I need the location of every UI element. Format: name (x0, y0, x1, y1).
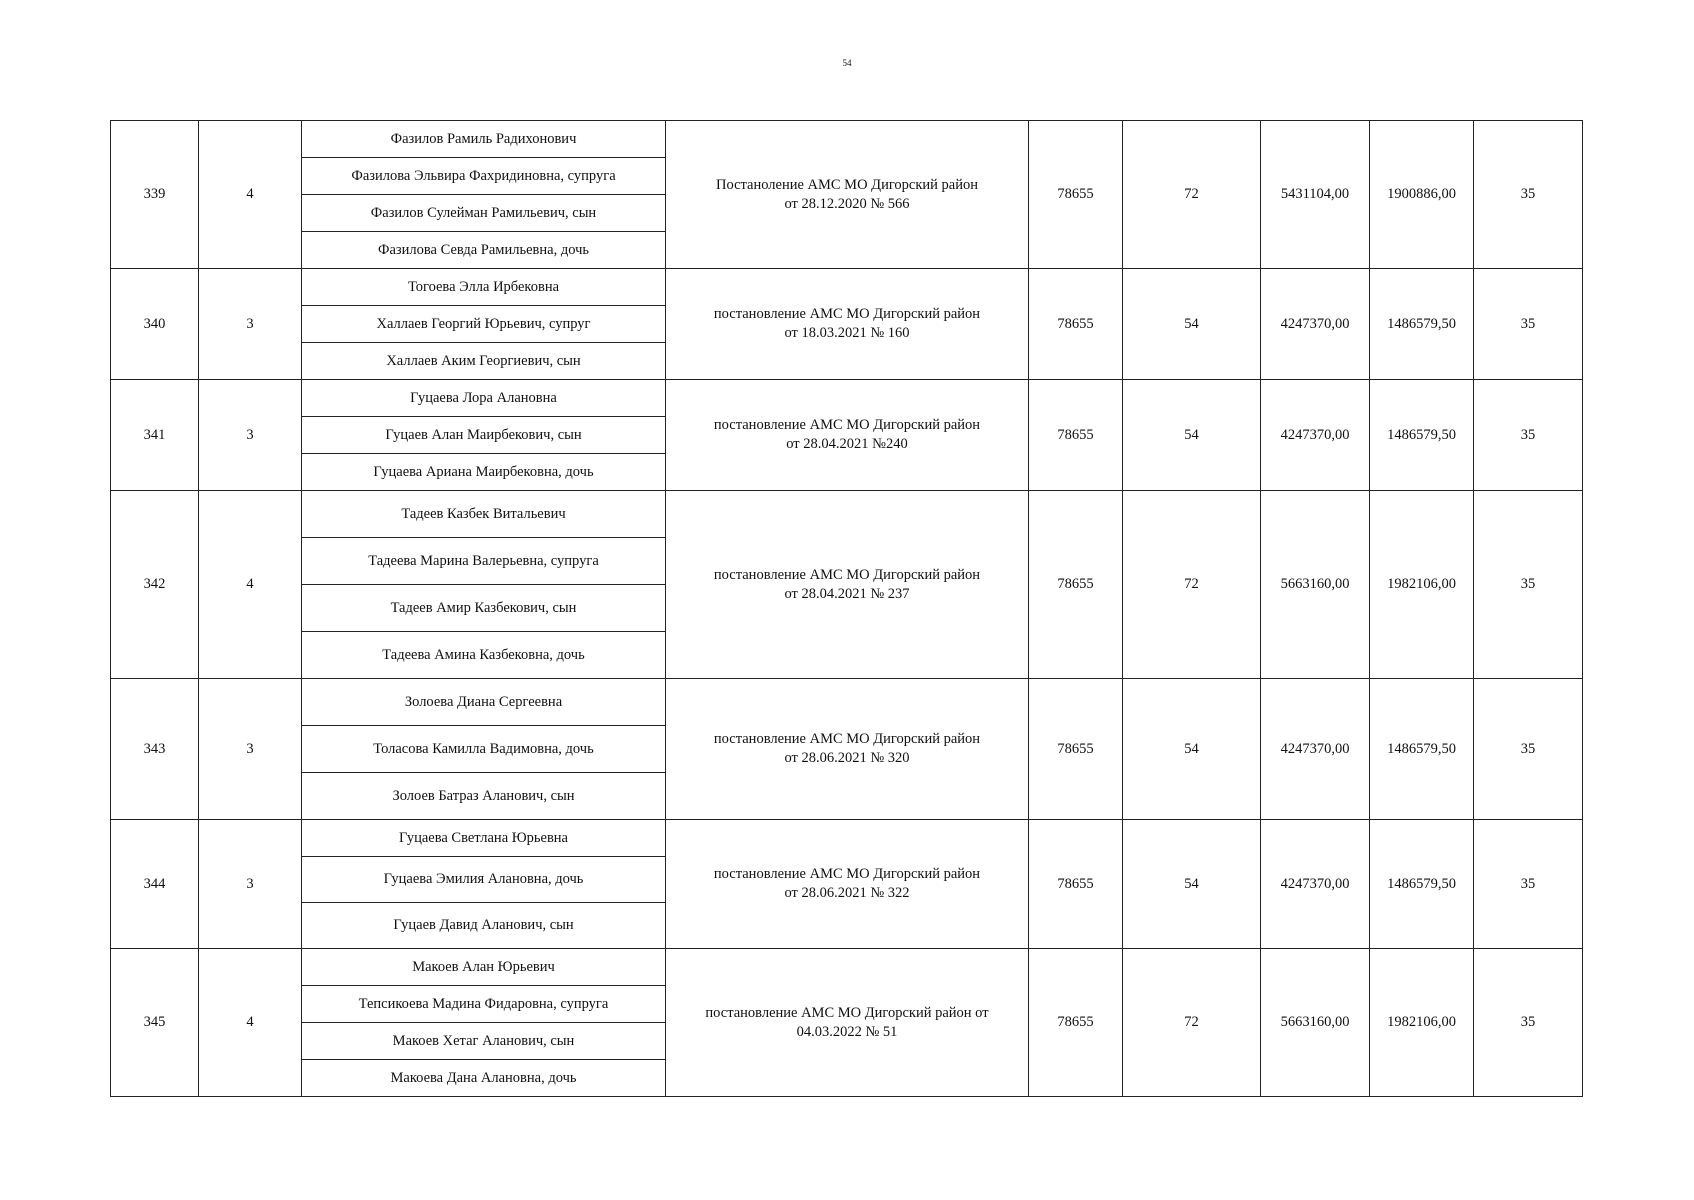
value-c1: 78655 (1029, 679, 1123, 820)
value-c2: 72 (1123, 491, 1261, 679)
family-member: Халлаев Георгий Юрьевич, супруг (302, 306, 666, 343)
value-c1: 78655 (1029, 269, 1123, 380)
record-number: 339 (111, 121, 199, 269)
decree-line: постановление АМС МО Дигорский район от (705, 1004, 989, 1021)
decree-date-number: от 28.06.2021 № 322 (784, 885, 910, 901)
family-member: Халлаев Аким Георгиевич, сын (302, 343, 666, 380)
family-member: Фазилов Рамиль Радихонович (302, 121, 666, 158)
family-member: Гуцаев Алан Маирбекович, сын (302, 417, 666, 454)
decree-reference (666, 269, 1029, 380)
value-c4: 1486579,50 (1370, 269, 1474, 380)
value-c4: 1486579,50 (1370, 380, 1474, 491)
value-c5: 35 (1474, 121, 1583, 269)
table-row (111, 380, 1583, 417)
page-number: 54 (842, 58, 852, 68)
decree-date-number: 04.03.2022 № 51 (796, 1023, 898, 1040)
value-c1: 78655 (1029, 380, 1123, 491)
family-size: 3 (199, 679, 302, 820)
decree-reference (666, 949, 1029, 1097)
value-c3: 5663160,00 (1261, 491, 1370, 679)
decree-reference (666, 820, 1029, 949)
value-c2: 54 (1123, 269, 1261, 380)
record-number: 345 (111, 949, 199, 1097)
decree-reference (666, 121, 1029, 269)
decree-reference (666, 380, 1029, 491)
decree-date-number: от 28.06.2021 № 320 (784, 750, 910, 766)
decree-line: постановление АМС МО Дигорский район (713, 731, 981, 748)
family-member: Тадеев Амир Казбекович, сын (302, 585, 666, 632)
family-size: 4 (199, 491, 302, 679)
table-row (111, 269, 1583, 306)
value-c5: 35 (1474, 491, 1583, 679)
family-member: Золоева Диана Сергеевна (302, 679, 666, 726)
value-c4: 1486579,50 (1370, 679, 1474, 820)
registry-table (110, 120, 1583, 1097)
family-size: 3 (199, 269, 302, 380)
value-c5: 35 (1474, 380, 1583, 491)
value-c5: 35 (1474, 949, 1583, 1097)
family-member: Тадеева Амина Казбековна, дочь (302, 632, 666, 679)
family-member: Толасова Камилла Вадимовна, дочь (302, 726, 666, 773)
value-c2: 72 (1123, 121, 1261, 269)
decree-line: постановление АМС МО Дигорский район (713, 866, 981, 883)
value-c3: 5431104,00 (1261, 121, 1370, 269)
family-member: Гуцаева Эмилия Алановна, дочь (302, 857, 666, 903)
value-c2: 72 (1123, 949, 1261, 1097)
value-c4: 1900886,00 (1370, 121, 1474, 269)
table-row (111, 121, 1583, 158)
value-c3: 4247370,00 (1261, 820, 1370, 949)
decree-reference (666, 679, 1029, 820)
family-size: 4 (199, 949, 302, 1097)
value-c5: 35 (1474, 269, 1583, 380)
decree-date-number: от 28.04.2021 № 237 (784, 585, 910, 602)
value-c1: 78655 (1029, 949, 1123, 1097)
decree-line: постановление АМС МО Дигорский район (713, 417, 981, 434)
family-size: 3 (199, 820, 302, 949)
value-c1: 78655 (1029, 121, 1123, 269)
value-c4: 1982106,00 (1370, 949, 1474, 1097)
table-row (111, 491, 1583, 538)
family-member: Фазилов Сулейман Рамильевич, сын (302, 195, 666, 232)
family-member: Гуцаев Давид Аланович, сын (302, 903, 666, 949)
family-member: Тепсикоева Мадина Фидаровна, супруга (302, 986, 666, 1023)
family-member: Макоев Хетаг Аланович, сын (302, 1023, 666, 1060)
family-member: Тадеев Казбек Витальевич (302, 491, 666, 538)
family-size: 3 (199, 380, 302, 491)
family-member: Тогоева Элла Ирбековна (302, 269, 666, 306)
value-c3: 4247370,00 (1261, 269, 1370, 380)
record-number: 340 (111, 269, 199, 380)
table-row (111, 820, 1583, 857)
family-member: Гуцаева Светлана Юрьевна (302, 820, 666, 857)
value-c4: 1486579,50 (1370, 820, 1474, 949)
family-member: Фазилова Севда Рамильевна, дочь (302, 232, 666, 269)
family-member: Гуцаева Лора Алановна (302, 380, 666, 417)
value-c3: 5663160,00 (1261, 949, 1370, 1097)
decree-date-number: от 18.03.2021 № 160 (784, 325, 910, 341)
family-member: Макоева Дана Алановна, дочь (302, 1060, 666, 1097)
value-c2: 54 (1123, 820, 1261, 949)
decree-line: постановление АМС МО Дигорский район (713, 306, 981, 323)
value-c2: 54 (1123, 679, 1261, 820)
record-number: 341 (111, 380, 199, 491)
family-size: 4 (199, 121, 302, 269)
decree-date-number: от 28.04.2021 №240 (786, 436, 908, 452)
family-member: Макоев Алан Юрьевич (302, 949, 666, 986)
table-row (111, 679, 1583, 726)
family-member: Золоев Батраз Аланович, сын (302, 773, 666, 820)
record-number: 343 (111, 679, 199, 820)
record-number: 344 (111, 820, 199, 949)
value-c1: 78655 (1029, 491, 1123, 679)
value-c5: 35 (1474, 820, 1583, 949)
value-c3: 4247370,00 (1261, 380, 1370, 491)
value-c1: 78655 (1029, 820, 1123, 949)
table-row (111, 949, 1583, 986)
decree-line: Постаноление АМС МО Дигорский район (715, 176, 978, 193)
decree-line: постановление АМС МО Дигорский район (713, 566, 981, 583)
value-c2: 54 (1123, 380, 1261, 491)
family-member: Фазилова Эльвира Фахридиновна, супруга (302, 158, 666, 195)
record-number: 342 (111, 491, 199, 679)
decree-date-number: от 28.12.2020 № 566 (784, 195, 910, 212)
family-member: Тадеева Марина Валерьевна, супруга (302, 538, 666, 585)
value-c3: 4247370,00 (1261, 679, 1370, 820)
family-member: Гуцаева Ариана Маирбековна, дочь (302, 454, 666, 491)
value-c4: 1982106,00 (1370, 491, 1474, 679)
value-c5: 35 (1474, 679, 1583, 820)
decree-reference (666, 491, 1029, 679)
